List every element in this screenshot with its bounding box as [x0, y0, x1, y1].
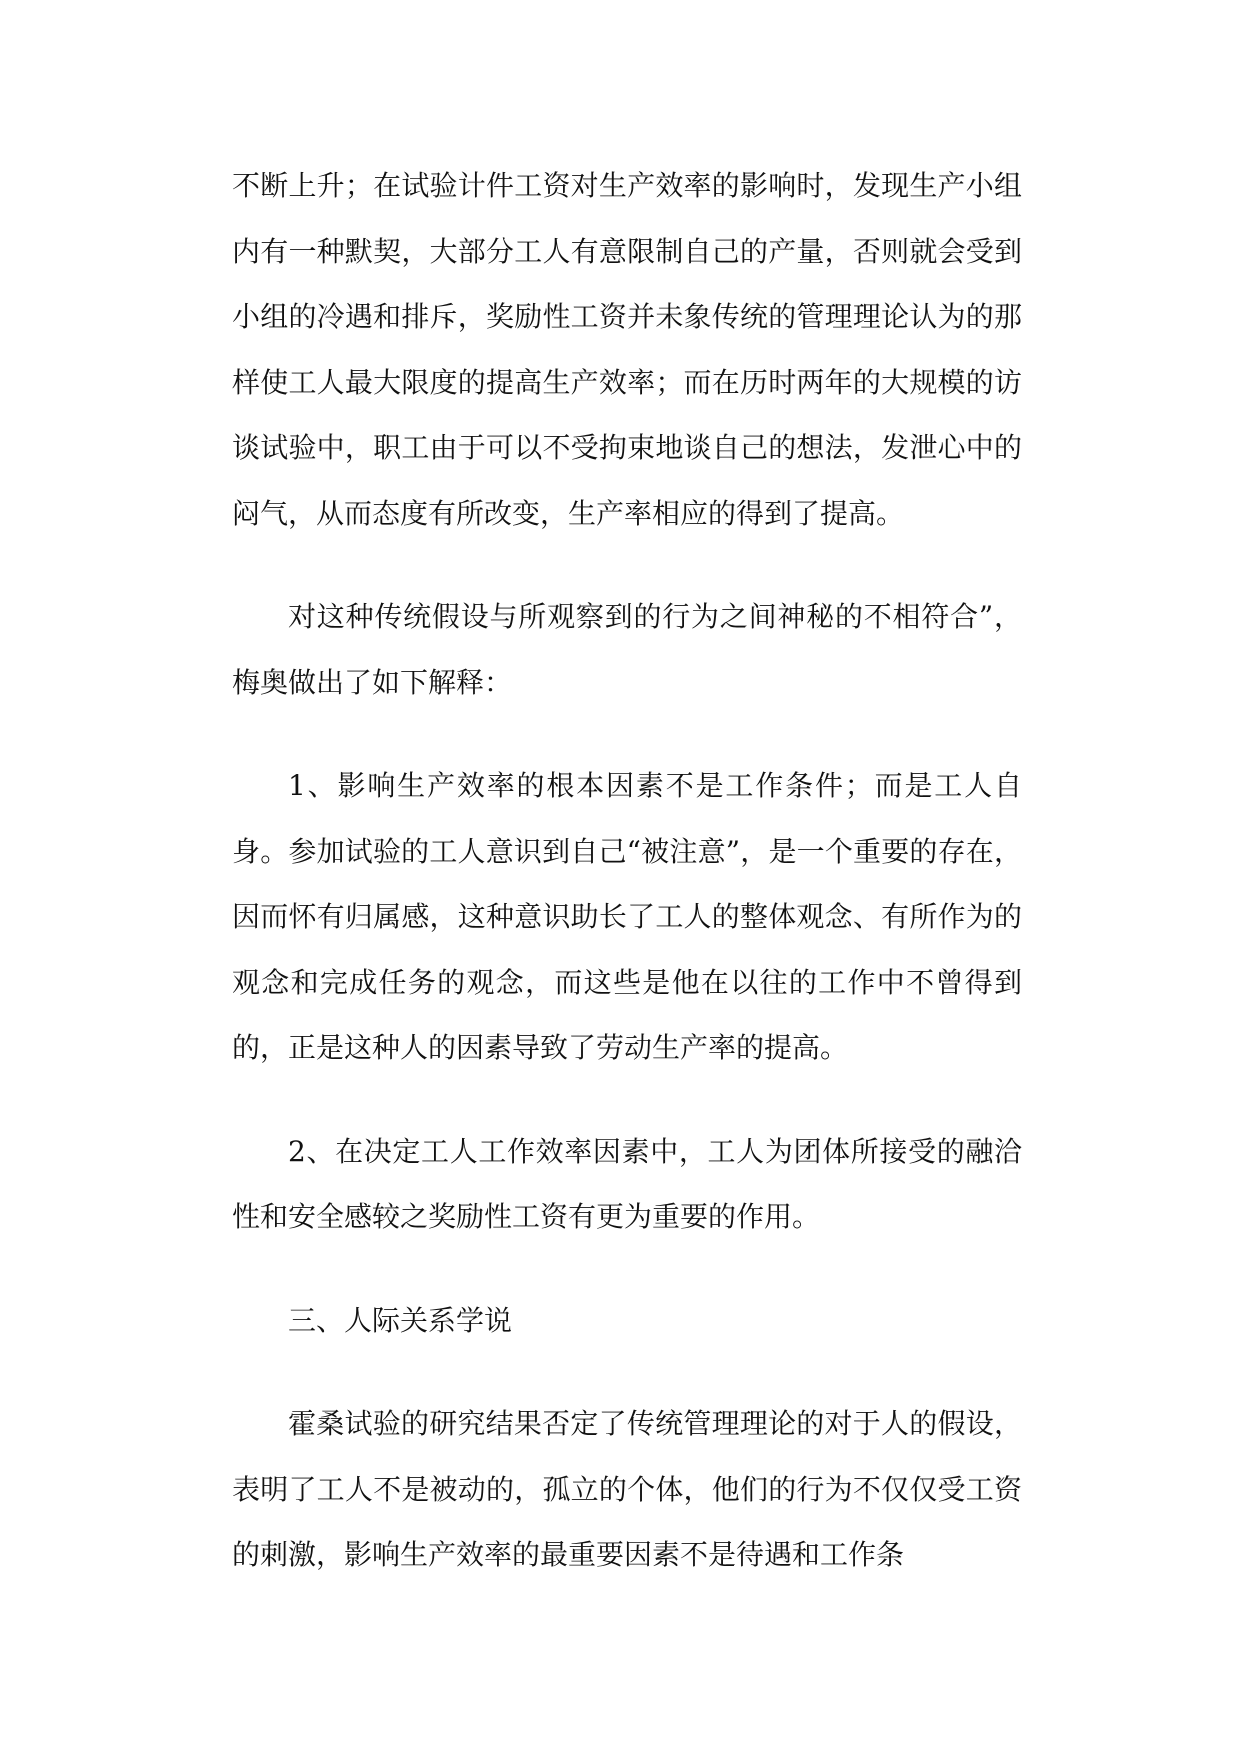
paragraph-mayo-intro: 对这种传统假设与所观察到的行为之间神秘的不相符合”，梅奥做出了如下解释：	[232, 600, 1022, 699]
paragraph-point-1: 1、影响生产效率的根本因素不是工作条件；而是工人自身。参加试验的工人意识到自己“被注意”，是一个重要的存在，因而怀有归属感，这种意识助长了工人的整体观念、有所作为的观念和完成任务的观念，而这些是他在以往的工作中不曾得到的，正是这种人的因素导致了劳动生产率的提高。	[232, 769, 1022, 1064]
document-body	[232, 153, 1022, 1588]
paragraph-continuation: 不断上升；在试验计件工资对生产效率的影响时，发现生产小组内有一种默契，大部分工人有意限制自己的产量，否则就会受到小组的冷遇和排斥，奖励性工资并未象传统的管理理论认为的那样使工人最大限度的提高生产效率；而在历时两年的大规模的访谈试验中，职工由于可以不受拘束地谈自己的想法，发泄心中的闷气，从而态度有所改变，生产率相应的得到了提高。	[232, 169, 1022, 530]
paragraph-hawthorne: 霍桑试验的研究结果否定了传统管理理论的对于人的假设，表明了工人不是被动的，孤立的个体，他们的行为不仅仅受工资的刺激，影响生产效率的最重要因素不是待遇和工作条	[232, 1407, 1022, 1571]
section-heading: 三、人际关系学说	[288, 1303, 513, 1337]
paragraph-point-2: 2、在决定工人工作效率因素中，工人为团体所接受的融洽性和安全感较之奖励性工资有更为重要的作用。	[232, 1134, 1022, 1233]
